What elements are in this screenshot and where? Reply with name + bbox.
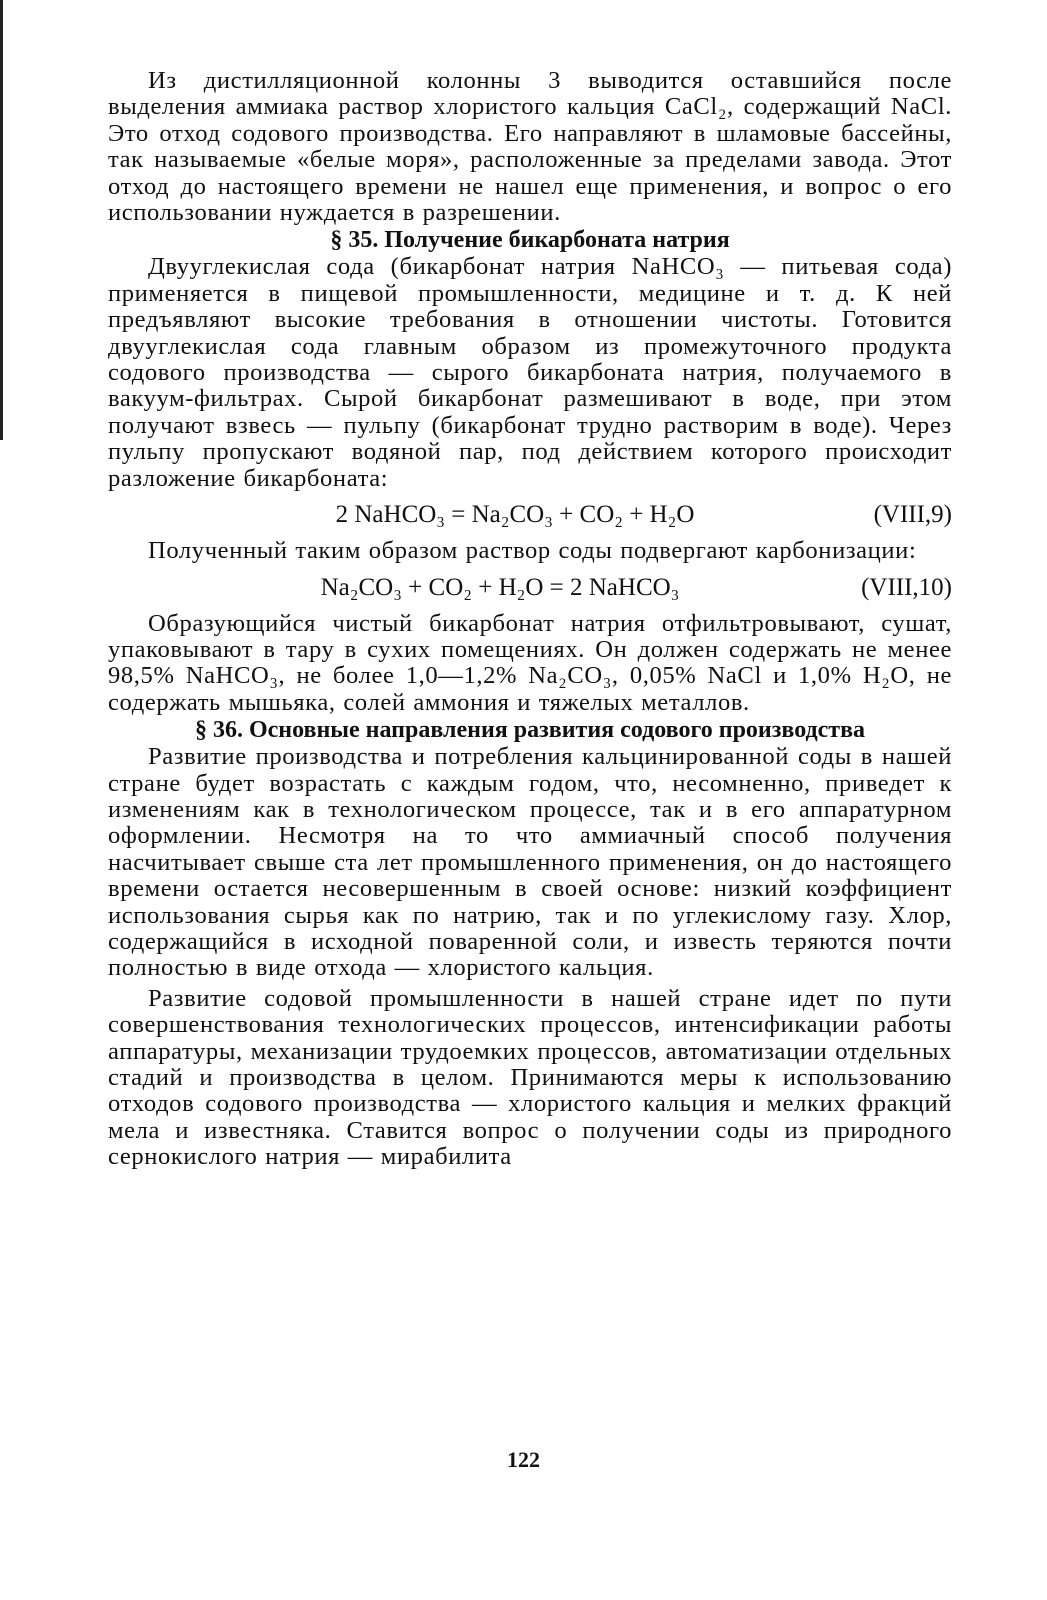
page-number: 122 bbox=[507, 1447, 540, 1472]
paragraph-intro: Из дистилляционной колонны 3 выводится оставшийся после выделения аммиака раствор хлористого кальция CaCl₂, содержащий NaCl. Это отход содового производства. Его направляют в шламовые бассейны, так называемые «белые моря», расположенные за пределами завода. Этот отход до настоящего времени не нашел еще применения, и вопрос о его использовании нуждается в разрешении. bbox=[108, 67, 952, 227]
paragraph-36-2: Развитие содовой промышленности в нашей стране идет по пути совершенствования технологических процессов, интенсификации работы аппаратуры, механизации трудоемких процессов, автоматизации отдельных стадий и производства в целом. Принимаются меры к использованию отходов содового производства — хлористого кальция и мелких фракций мела и известняка. Ставится вопрос о получении соды из природного сернокислого натрия — мирабилита bbox=[108, 984, 952, 1171]
paragraph-35-1: Двууглекислая сода (бикарбонат натрия NaHCO₃ — питьевая сода) применяется в пищевой промышленности, медицине и т. д. К ней предъявляют высокие требования в отношении чистоты. Готовится двууглекислая сода главным образом из промежуточного продукта содового производства — сырого бикарбоната натрия, получаемого в вакуум-фильтрах. Сырой бикарбонат размешивают в воде, при этом получают взвесь — пульпу (бикарбонат трудно растворим в воде). Через пульпу пропускают водяной пар, под действием которого происходит разложение бикарбоната: bbox=[108, 253, 952, 492]
equation-formula: 2 NaHCO₃ = Na₂CO₃ + CO₂ + H₂O bbox=[335, 501, 695, 529]
book-page bbox=[108, 68, 952, 1171]
equation-viii-10 bbox=[108, 565, 952, 611]
equation-number: (VIII,10) bbox=[861, 573, 952, 601]
equation-formula: Na₂CO₃ + CO₂ + H₂O = 2 NaHCO₃ bbox=[320, 573, 680, 601]
section-heading-36: § 36. Основные направления развития содового производства bbox=[194, 717, 866, 744]
paragraph-36-1: Развитие производства и потребления кальцинированной соды в нашей стране будет возрастать с каждым годом, что, несомненно, приведет к изменениям как в технологическом процессе, так и в его аппаратурном оформлении. Несмотря на то что аммиачный способ получения насчитывает свыше ста лет промышленного применения, он до настоящего времени остается несовершенным в своей основе: низкий коэффициент использования сырья как по натрию, так и по углекислому газу. Хлор, содержащийся в исходной поваренной соли, и известь теряются почти полностью в виде отхода — хлористого кальция. bbox=[108, 743, 952, 982]
equation-viii-9 bbox=[108, 492, 952, 538]
paragraph-35-2: Полученный таким образом раствор соды подвергают карбонизации: bbox=[148, 537, 917, 565]
scan-edge-line bbox=[0, 0, 3, 440]
section-heading-35: § 35. Получение бикарбоната натрия bbox=[330, 227, 730, 254]
paragraph-35-3: Образующийся чистый бикарбонат натрия отфильтровывают, сушат, упаковывают в тару в сухих помещениях. Он должен содержать не менее 98,5% NaHCO₃, не более 1,0—1,2% Na₂CO₃, 0,05% NaCl и 1,0% H₂O, не содержать мышьяка, солей аммония и тяжелых металлов. bbox=[108, 609, 952, 716]
equation-number: (VIII,9) bbox=[873, 501, 952, 529]
